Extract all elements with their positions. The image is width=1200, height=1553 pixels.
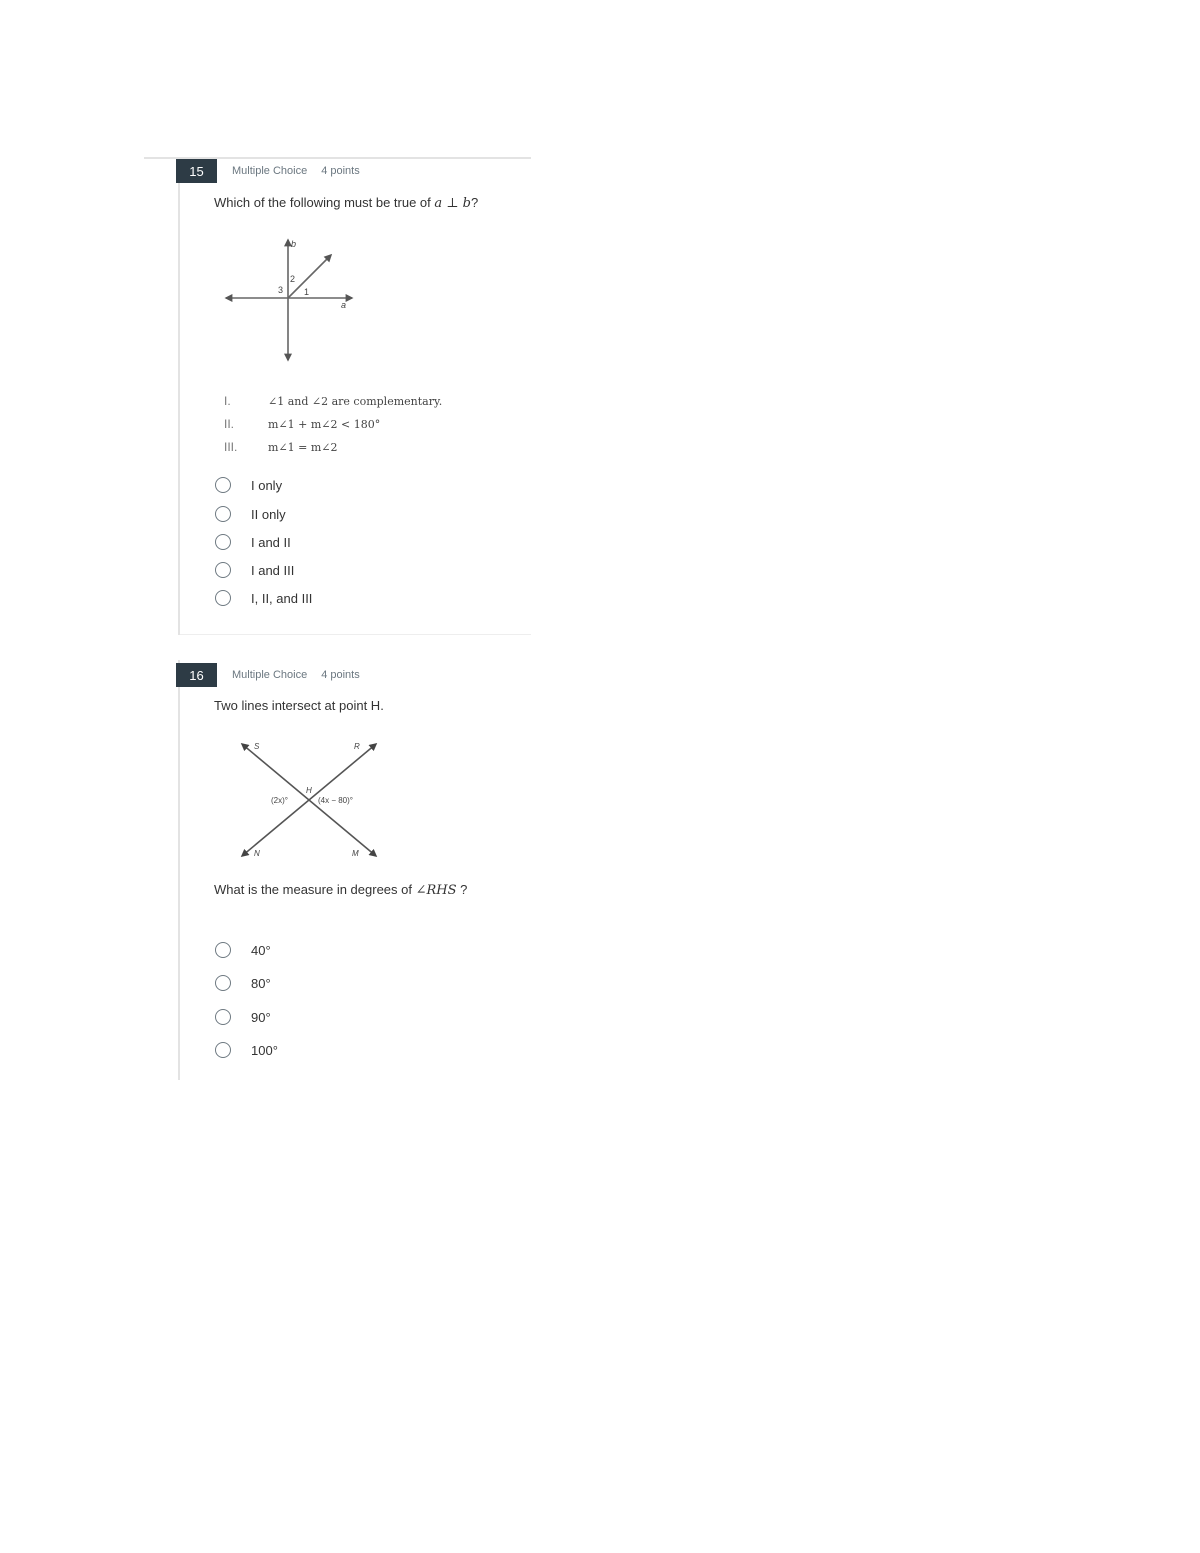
option-label: I, II, and III bbox=[251, 590, 313, 606]
perpendicular-lines-figure bbox=[222, 234, 362, 364]
answer-option[interactable] bbox=[215, 940, 271, 960]
question-type: Multiple Choice bbox=[232, 669, 308, 681]
question-meta bbox=[232, 165, 360, 177]
label-left-angle: (2x)° bbox=[271, 796, 288, 805]
label-right-angle: (4x − 80)° bbox=[318, 796, 353, 805]
question-prompt bbox=[214, 195, 478, 211]
intersecting-lines-figure bbox=[234, 736, 384, 862]
option-label: II only bbox=[251, 506, 286, 522]
radio-button[interactable] bbox=[215, 590, 231, 606]
question-number-badge: 15 bbox=[176, 159, 217, 183]
statement-2 bbox=[224, 417, 380, 431]
label-angle-2: 2 bbox=[290, 274, 296, 284]
option-label: 100° bbox=[251, 1042, 278, 1058]
label-b: b bbox=[291, 239, 297, 249]
label-s: S bbox=[254, 742, 260, 751]
radio-button[interactable] bbox=[215, 562, 231, 578]
radio-button[interactable] bbox=[215, 975, 231, 991]
label-n: N bbox=[254, 849, 260, 858]
statement-3 bbox=[224, 440, 338, 454]
prompt-end: ? bbox=[470, 195, 479, 210]
prompt-text: Which of the following must be true of bbox=[214, 195, 435, 210]
radio-button[interactable] bbox=[215, 506, 231, 522]
radio-button[interactable] bbox=[215, 477, 231, 493]
prompt-math: a ⊥ b bbox=[434, 196, 471, 211]
answer-option[interactable] bbox=[215, 504, 286, 524]
option-label: 90° bbox=[251, 1009, 271, 1025]
option-label: I and II bbox=[251, 534, 291, 550]
radio-button[interactable] bbox=[215, 534, 231, 550]
answer-option[interactable] bbox=[215, 532, 291, 552]
answer-option[interactable] bbox=[215, 475, 282, 495]
question-15-rule bbox=[178, 159, 180, 635]
radio-button[interactable] bbox=[215, 1009, 231, 1025]
followup-end: ? bbox=[456, 882, 468, 897]
statement-numeral: I. bbox=[224, 394, 231, 408]
answer-option[interactable] bbox=[215, 1007, 271, 1027]
answer-option[interactable] bbox=[215, 588, 312, 608]
statement-1 bbox=[224, 394, 442, 408]
question-meta bbox=[232, 669, 360, 681]
label-m: M bbox=[352, 849, 359, 858]
radio-button[interactable] bbox=[215, 942, 231, 958]
statement-text: m∠1 = m∠2 bbox=[268, 441, 338, 454]
label-r: R bbox=[354, 742, 360, 751]
followup-text: What is the measure in degrees of bbox=[214, 882, 416, 897]
option-label: 40° bbox=[251, 942, 271, 958]
question-divider bbox=[180, 634, 531, 635]
question-points: 4 points bbox=[321, 669, 360, 681]
label-a: a bbox=[341, 300, 347, 310]
label-angle-3: 3 bbox=[278, 285, 284, 295]
answer-option[interactable] bbox=[215, 560, 294, 580]
label-h: H bbox=[306, 786, 312, 795]
statement-numeral: III. bbox=[224, 440, 238, 454]
option-label: 80° bbox=[251, 975, 271, 991]
question-points: 4 points bbox=[321, 165, 360, 177]
radio-button[interactable] bbox=[215, 1042, 231, 1058]
question-prompt: Two lines intersect at point H. bbox=[214, 698, 384, 713]
option-label: I only bbox=[251, 477, 283, 493]
answer-option[interactable] bbox=[215, 1040, 278, 1060]
label-angle-1: 1 bbox=[304, 287, 310, 297]
statement-text: ∠1 and ∠2 are complementary. bbox=[268, 395, 443, 408]
question-followup bbox=[214, 882, 467, 898]
question-type: Multiple Choice bbox=[232, 165, 308, 177]
question-16-rule bbox=[178, 660, 180, 1080]
option-label: I and III bbox=[251, 562, 295, 578]
question-number-badge: 16 bbox=[176, 663, 217, 687]
answer-option[interactable] bbox=[215, 973, 271, 993]
statement-text: m∠1 + m∠2 < 180° bbox=[268, 418, 381, 431]
statement-numeral: II. bbox=[224, 417, 235, 431]
followup-math: ∠RHS bbox=[415, 883, 457, 898]
